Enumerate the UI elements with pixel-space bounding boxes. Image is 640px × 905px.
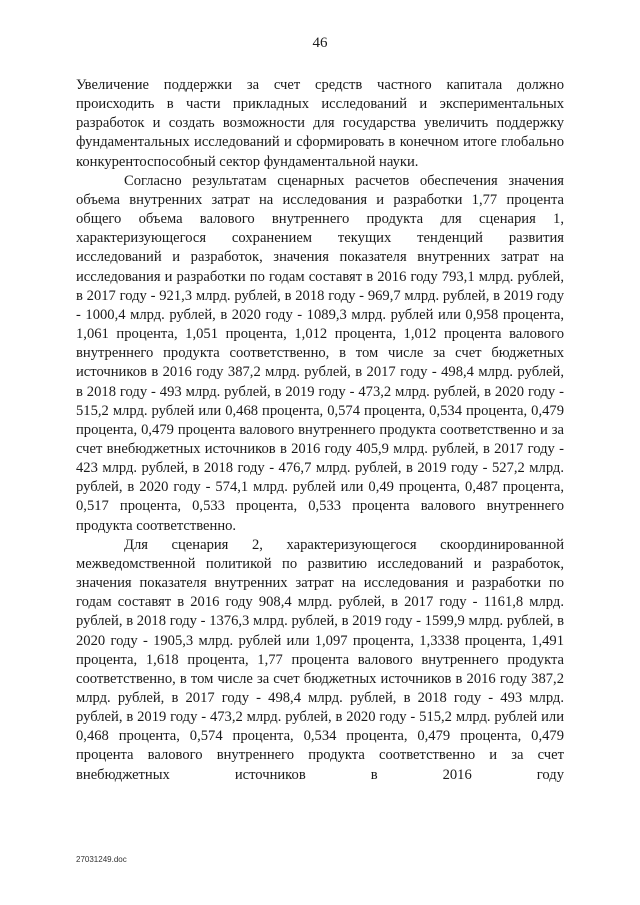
paragraph-scenario-1: Согласно результатам сценарных расчетов обеспечения значения объема внутренних затрат на исследования и разработки 1,77 процента общего объема валового внутреннего продукта для сценария 1, характеризующегося сохранением текущих тенденций развития исследований и разработок, значения показателя внутренних затрат на исследования и разработки по годам составят в 2016 году 793,1 млрд. рублей, в 2017 году - 921,3 млрд. рублей, в 2018 году - 969,7 млрд. рублей, в 2019 году - 1000,4 млрд. рублей, в 2020 году - 1089,3 млрд. рублей или 0,958 процента, 1,061 процента, 1,051 процента, 1,012 процента, 1,012 процента валового внутреннего продукта соответственно, в том числе за счет бюджетных источников в 2016 году 387,2 млрд. рублей, в 2017 году - 498,4 млрд. рублей, в 2018 году - 493 млрд. рублей, в 2019 году - 473,2 млрд. рублей, в 2020 году - 515,2 млрд. рублей или 0,468 процента, 0,574 процента, 0,534 процента, 0,479 процента, 0,479 процента валового внутреннего продукта соответственно и за счет внебюджетных источников в 2016 году 405,9 млрд. рублей, в 2017 году - 423 млрд. рублей, в 2018 году - 476,7 млрд. рублей, в 2019 году - 527,2 млрд. рублей, в 2020 году - 574,1 млрд. рублей или 0,49 процента, 0,487 процента, 0,517 процента, 0,533 процента, 0,533 процента валового внутреннего продукта соответственно. <box>76 172 564 534</box>
page-number: 46 <box>312 35 328 51</box>
document-body <box>76 76 564 785</box>
footer-file-name: 27031249.doc <box>76 855 127 864</box>
paragraph-private-capital: Увеличение поддержки за счет средств частного капитала должно происходить в части прикладных исследований и экспериментальных разработок и создать возможности для государства увеличить поддержку фундаментальных исследований и сформировать в конечном итоге глобально конкурентоспособный сектор фундаментальной науки. <box>76 77 564 170</box>
paragraph-scenario-2: Для сценария 2, характеризующегося скоординированной межведомственной политикой по развитию исследований и разработок, значения показателя внутренних затрат на исследования и разработки по годам составят в 2016 году 908,4 млрд. рублей, в 2017 году - 1161,8 млрд. рублей, в 2018 году - 1376,3 млрд. рублей, в 2019 году - 1599,9 млрд. рублей, в 2020 году - 1905,3 млрд. рублей или 1,097 процента, 1,3338 процента, 1,491 процента, 1,618 процента, 1,77 процента валового внутреннего продукта соответственно, в том числе за счет бюджетных источников в 2016 году 387,2 млрд. рублей, в 2017 году - 498,4 млрд. рублей, в 2018 году - 493 млрд. рублей, в 2019 году - 473,2 млрд. рублей, в 2020 году - 515,2 млрд. рублей или 0,468 процента, 0,574 процента, 0,534 процента, 0,479 процента, 0,479 процента валового внутреннего продукта соответственно и за счет внебюджетных источников в 2016 году <box>76 536 564 783</box>
